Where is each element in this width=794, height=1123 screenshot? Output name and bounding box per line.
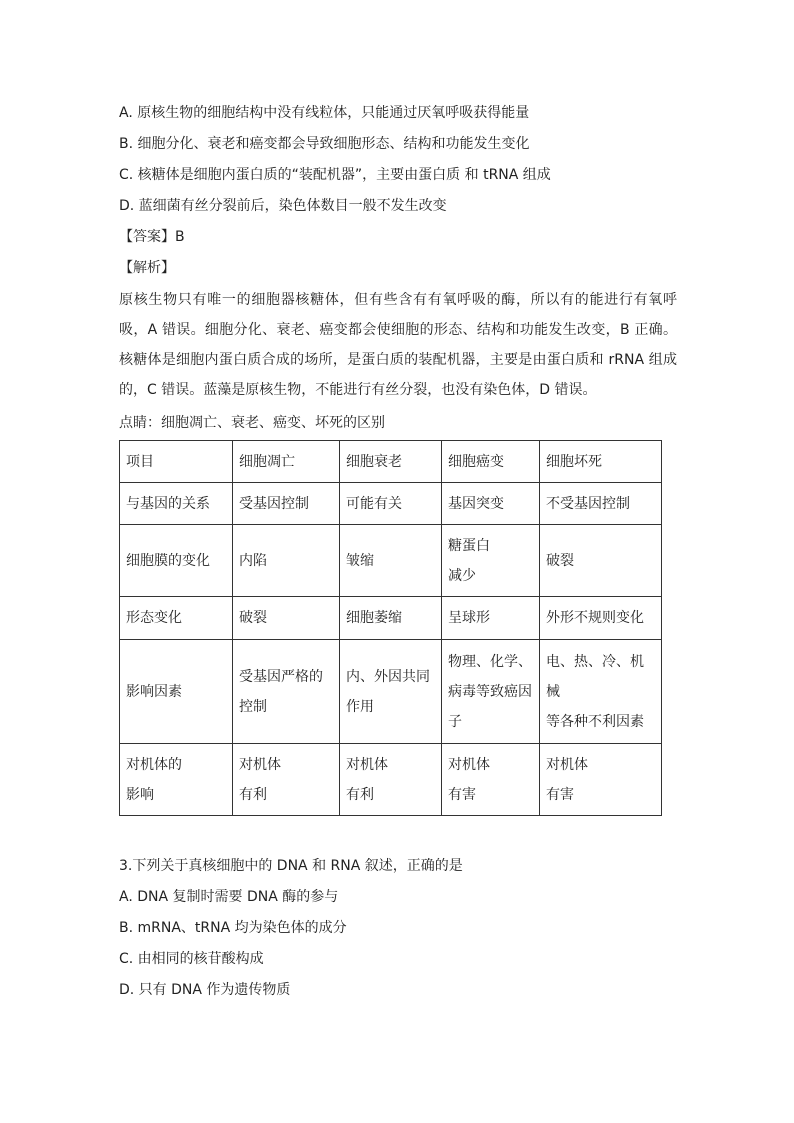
option-c: C. 核糖体是细胞内蛋白质的“装配机器”，主要由蛋白质 和 tRNA 组成 [119, 167, 551, 183]
table-header-cell: 细胞衰老 [340, 441, 442, 483]
analysis-text: 原核生物只有唯一的细胞器核糖体，但有些含有有氧呼吸的酶，所以有的能进行有氧呼吸，A 错误。细胞分化、衰老、癌变都会使细胞的形态、结构和功能发生改变，B 正确。核糖体是细胞内蛋白质合成的场所，是蛋白质的装配机器，主要是由蛋白质和 rRNA 组成的，C 错误。蓝藻是原核生物，不能进行有丝分裂，也没有染色体，D 错误。 [119, 292, 677, 398]
table-cell: 与基因的关系 [120, 483, 233, 525]
table-row [120, 744, 662, 816]
comparison-table [119, 440, 662, 816]
option-a: A. 原核生物的细胞结构中没有线粒体，只能通过厌氧呼吸获得能量 [119, 105, 530, 121]
table-cell: 影响因素 [120, 640, 233, 744]
answer-label: 【答案】B [119, 229, 185, 245]
option-b: B. 细胞分化、衰老和癌变都会导致细胞形态、结构和功能发生变化 [119, 136, 530, 152]
table-cell: 基因突变 [442, 483, 540, 525]
table-cell: 形态变化 [120, 597, 233, 640]
table-cell: 糖蛋白 减少 [442, 525, 540, 597]
table-cell: 内陷 [233, 525, 340, 597]
table-cell: 破裂 [540, 525, 662, 597]
table-cell: 对机体的 影响 [120, 744, 233, 816]
table-cell: 皱缩 [340, 525, 442, 597]
table-row [120, 597, 662, 640]
table-cell: 不受基因控制 [540, 483, 662, 525]
question3-option-a: A. DNA 复制时需要 DNA 酶的参与 [119, 889, 339, 905]
table-header-cell: 细胞凋亡 [233, 441, 340, 483]
option-d: D. 蓝细菌有丝分裂前后，染色体数目一般不发生改变 [119, 198, 447, 214]
analysis-label: 【解析】 [119, 260, 175, 276]
table-row [120, 640, 662, 744]
tip-text: 点睛：细胞凋亡、衰老、癌变、坏死的区别 [119, 415, 385, 431]
question3-option-b: B. mRNA、tRNA 均为染色体的成分 [119, 920, 347, 936]
question3-option-c: C. 由相同的核苷酸构成 [119, 951, 264, 967]
table-header-cell: 项目 [120, 441, 233, 483]
table-cell: 细胞膜的变化 [120, 525, 233, 597]
table-row [120, 525, 662, 597]
table-header-cell: 细胞癌变 [442, 441, 540, 483]
table-cell: 细胞萎缩 [340, 597, 442, 640]
table-cell: 呈球形 [442, 597, 540, 640]
question3-stem: 3.下列关于真核细胞中的 DNA 和 RNA 叙述，正确的是 [119, 858, 463, 874]
table-cell: 受基因控制 [233, 483, 340, 525]
table-row [120, 483, 662, 525]
question3-option-d: D. 只有 DNA 作为遗传物质 [119, 982, 291, 998]
table-header-row [120, 441, 662, 483]
table-cell: 对机体 有利 [233, 744, 340, 816]
table-cell: 对机体 有利 [340, 744, 442, 816]
table-cell: 对机体 有害 [442, 744, 540, 816]
table-cell: 内、外因共同 作用 [340, 640, 442, 744]
table-cell: 可能有关 [340, 483, 442, 525]
table-cell: 外形不规则变化 [540, 597, 662, 640]
table-cell: 电、热、冷、机械 等各种不利因素 [540, 640, 662, 744]
table-cell: 破裂 [233, 597, 340, 640]
table-cell: 物理、化学、 病毒等致癌因 子 [442, 640, 540, 744]
table-cell: 受基因严格的 控制 [233, 640, 340, 744]
table-cell: 对机体 有害 [540, 744, 662, 816]
table-header-cell: 细胞坏死 [540, 441, 662, 483]
